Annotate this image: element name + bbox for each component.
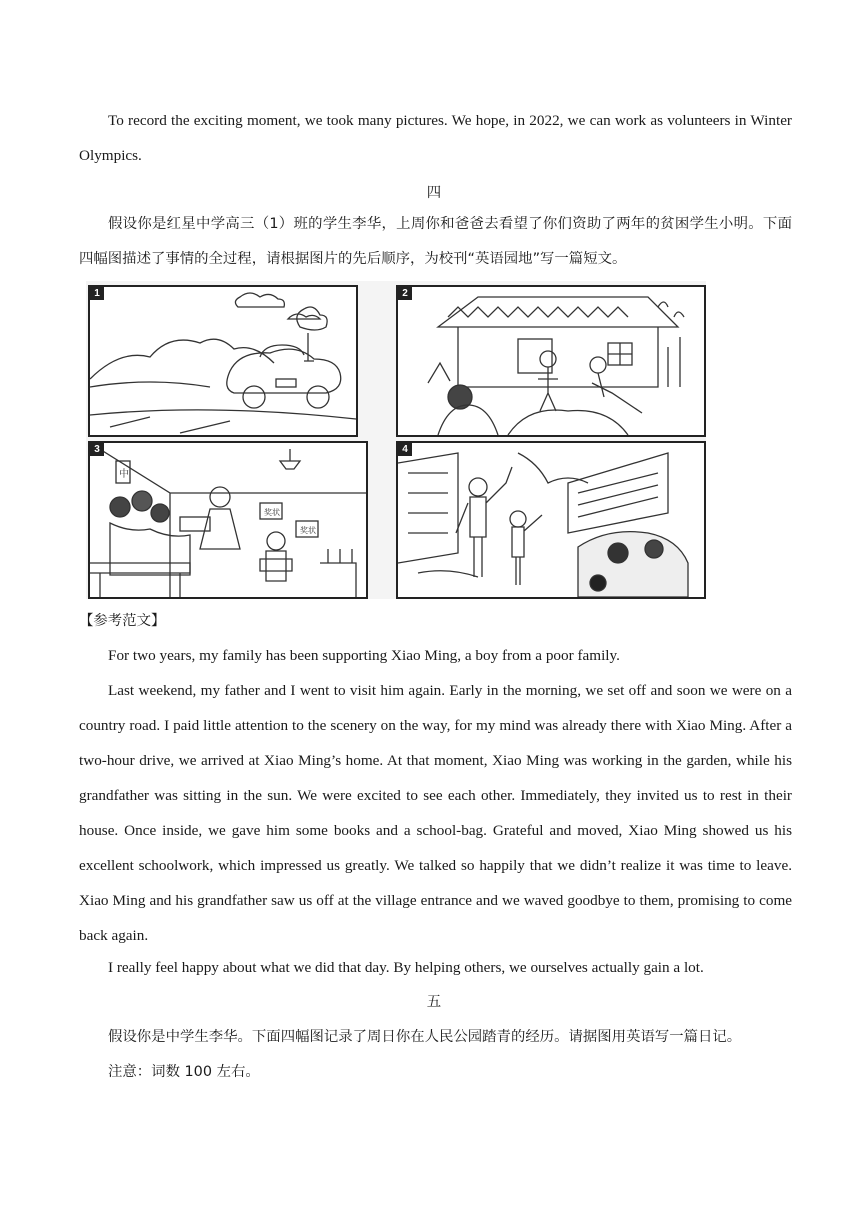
essay-paragraph-2: Last weekend, my father and I went to visit him again. Early in the morning, we set off and soon we were on a country road. I paid little attention to the scenery on the way, for my mind was already there with Xiao Ming. After a two-hour drive, we arrived at Xiao Ming’s home. At that moment, Xiao Ming was working in the garden, while his grandfather was sitting in the sun. We were excited to see each other. Immediately, they invited us to rest in their house. Once inside, we gave him some books and a school-bag. Grateful and moved, Xiao Ming showed us his excellent schoolwork, which impressed us greatly. We talked so happily that we didn’t realize it was time to leave. Xiao Ming and his grandfather saw us off at the village entrance and we waved goodbye to them, promising to come back again. [79,682,792,944]
picture-panel-2 [396,285,706,437]
reference-essay-label: 【参考范文】 [79,613,166,629]
house-garden-illustration [398,287,704,435]
farewell-illustration [398,443,704,597]
picture-panel-4 [396,441,706,599]
section-heading-4: 四 [426,185,442,201]
panel-number-3: 3 [90,443,104,456]
picture-panel-3 [88,441,368,599]
paragraph-volunteers: To record the exciting moment, we took many pictures. We hope, in 2022, we can work as volunteers in Winter Olympics. [79,112,792,164]
picture-panel-1 [88,285,358,437]
indoor-gift-illustration [90,443,366,597]
car-trip-illustration [90,287,356,435]
certificate-sign-2: 奖状 [300,526,316,535]
panel-number-2: 2 [398,287,412,300]
picture-sequence [86,281,706,599]
essay-paragraph-3: I really feel happy about what we did that day. By helping others, we ourselves actually gain a lot. [108,959,704,976]
certificate-sign-1: 奖状 [264,508,280,517]
section-5-prompt: 假设你是中学生李华。下面四幅图记录了周日你在人民公园踏青的经历。请据图用英语写一篇日记。 [108,1029,742,1045]
wall-sign-text: 中 [119,469,129,480]
section-heading-5: 五 [426,994,442,1010]
panel-number-1: 1 [90,287,104,300]
section-4-prompt: 假设你是红星中学高三（1）班的学生李华，上周你和爸爸去看望了你们资助了两年的贫困学生小明。下面四幅图描述了事情的全过程，请根据图片的先后顺序，为校刊“英语园地”写一篇短文。 [79,216,792,267]
section-5-note: 注意：词数 100 左右。 [108,1064,260,1080]
essay-paragraph-1: For two years, my family has been supporting Xiao Ming, a boy from a poor family. [108,647,620,664]
panel-number-4: 4 [398,443,412,456]
